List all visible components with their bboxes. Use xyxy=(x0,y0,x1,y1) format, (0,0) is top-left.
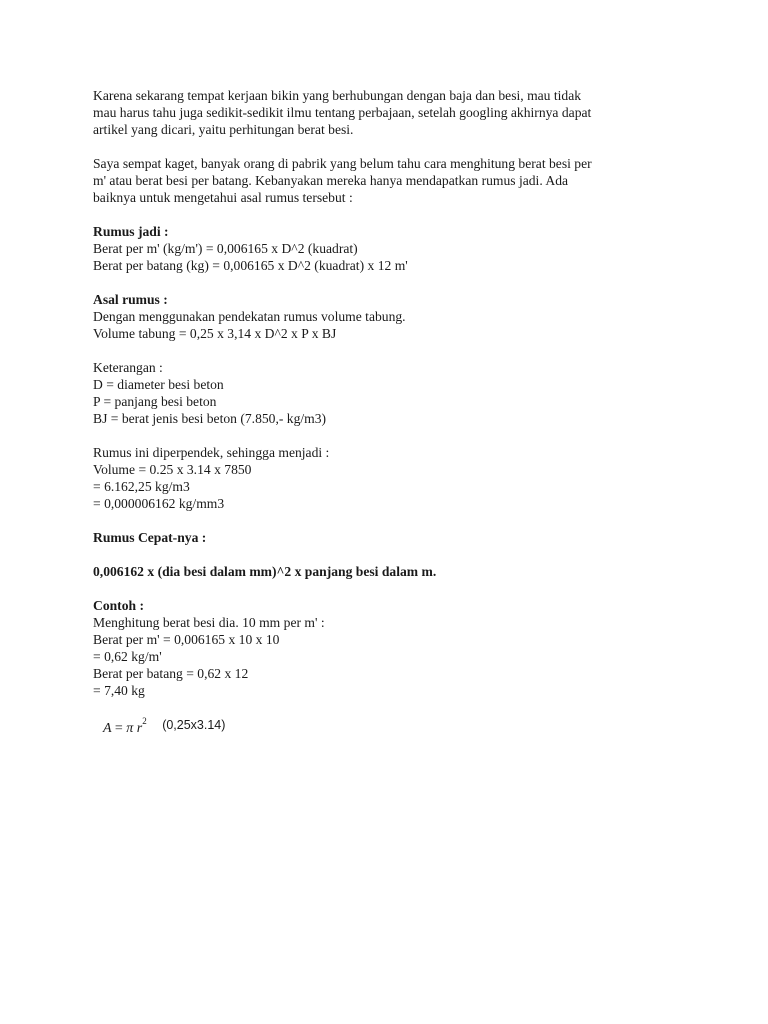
quick-formula: 0,006162 x (dia besi dalam mm)^2 x panjang besi dalam m. xyxy=(93,564,437,579)
section-heading: Contoh : xyxy=(93,598,144,613)
text-line: Berat per m' = 0,006165 x 10 x 10 xyxy=(93,632,280,647)
section-heading: Asal rumus : xyxy=(93,292,168,307)
text-line: Berat per batang (kg) = 0,006165 x D^2 (kuadrat) x 12 m' xyxy=(93,258,408,273)
contoh-section xyxy=(93,597,683,699)
text-line: Berat per m' (kg/m') = 0,006165 x D^2 (kuadrat) xyxy=(93,241,358,256)
text-line: Rumus ini diperpendek, sehingga menjadi : xyxy=(93,445,330,460)
text-line: Menghitung berat besi dia. 10 mm per m' : xyxy=(93,615,325,630)
area-formula xyxy=(103,718,225,740)
section-heading: Rumus Cepat-nya : xyxy=(93,530,207,545)
text-line: Saya sempat kaget, banyak orang di pabrik yang belum tahu cara menghitung berat besi per xyxy=(93,156,592,171)
asal-rumus-section xyxy=(93,291,683,342)
text-line: BJ = berat jenis besi beton (7.850,- kg/m3) xyxy=(93,411,327,426)
rumus-cepat-section xyxy=(93,529,683,580)
text-line: baiknya untuk mengetahui asal rumus tersebut : xyxy=(93,190,353,205)
text-line: Volume tabung = 0,25 x 3,14 x D^2 x P x BJ xyxy=(93,326,337,341)
intro-paragraph xyxy=(93,87,683,138)
text-line: Karena sekarang tempat kerjaan bikin yang berhubungan dengan baja dan besi, mau tidak xyxy=(93,88,582,103)
text-line: Volume = 0.25 x 3.14 x 7850 xyxy=(93,462,252,477)
text-line: = 0,000006162 kg/mm3 xyxy=(93,496,225,511)
section-heading: Rumus jadi : xyxy=(93,224,169,239)
text-line: D = diameter besi beton xyxy=(93,377,224,392)
formula-note: (0,25x3.14) xyxy=(162,717,226,732)
text-line: = 6.162,25 kg/m3 xyxy=(93,479,190,494)
text-line: P = panjang besi beton xyxy=(93,394,217,409)
text-line: Keterangan : xyxy=(93,360,163,375)
diperpendek-section xyxy=(93,444,683,512)
document-body xyxy=(93,87,683,716)
text-line: mau harus tahu juga sedikit-sedikit ilmu tentang perbajaan, setelah googling akhirnya dapat xyxy=(93,105,592,120)
text-line: = 0,62 kg/m' xyxy=(93,649,162,664)
text-line: Berat per batang = 0,62 x 12 xyxy=(93,666,249,681)
text-line: = 7,40 kg xyxy=(93,683,145,698)
circle-area-equation: A = π $r^2$ xyxy=(103,716,147,736)
keterangan-section xyxy=(93,359,683,427)
background-paragraph xyxy=(93,155,683,206)
text-line: m' atau berat besi per batang. Kebanyakan mereka hanya mendapatkan rumus jadi. Ada xyxy=(93,173,569,188)
rumus-jadi-section xyxy=(93,223,683,274)
text-line: Dengan menggunakan pendekatan rumus volume tabung. xyxy=(93,309,406,324)
text-line: artikel yang dicari, yaitu perhitungan berat besi. xyxy=(93,122,354,137)
